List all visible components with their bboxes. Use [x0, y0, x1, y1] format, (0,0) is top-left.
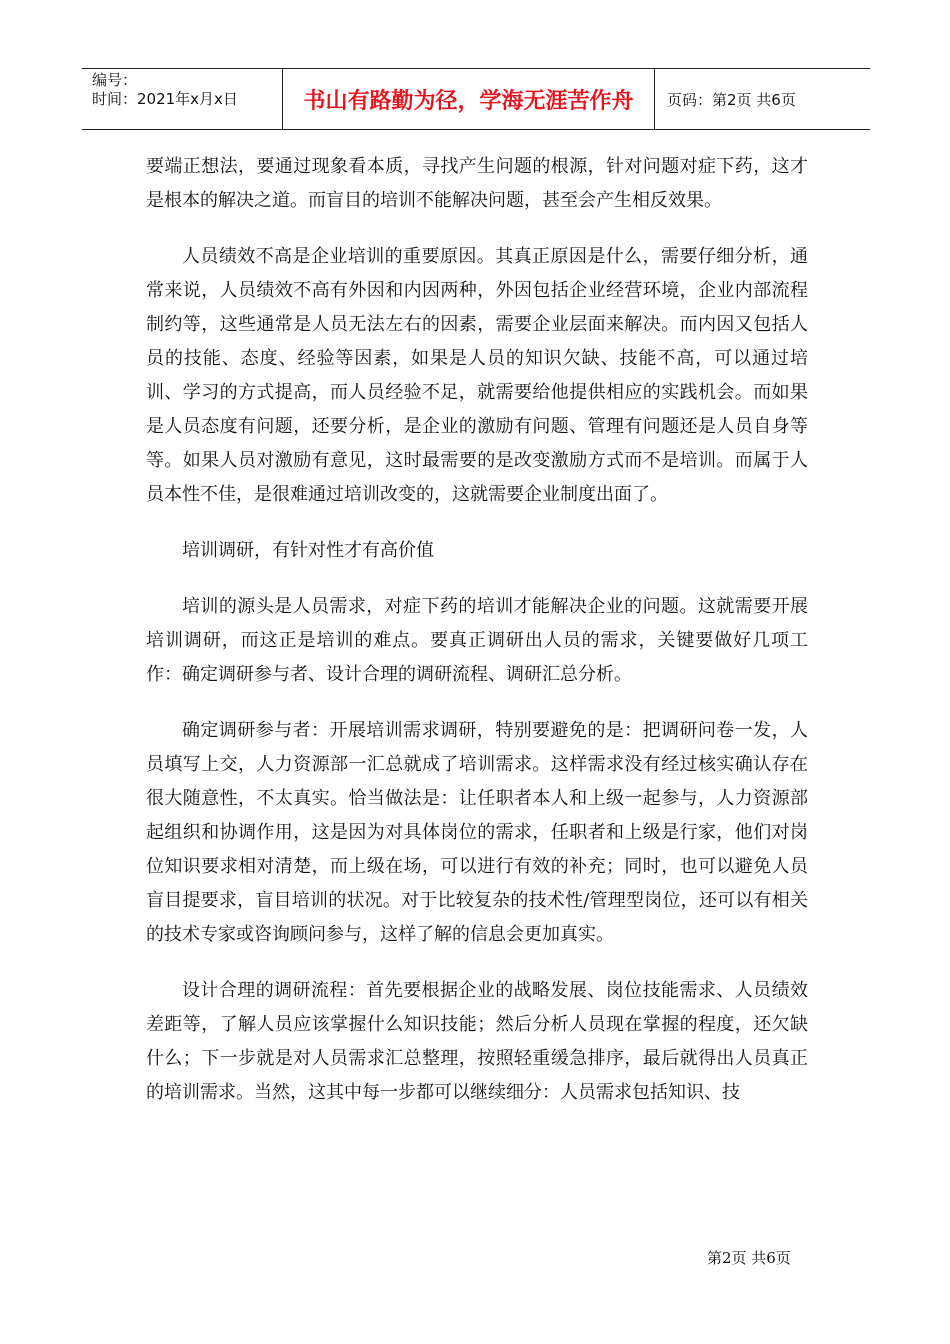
paragraph: 确定调研参与者：开展培训需求调研，特别要避免的是：把调研问卷一发，人员填写上交，人力资源部一汇总就成了培训需求。这样需求没有经过核实确认存在很大随意性，不太真实。恰当做法是：让任职者本人和上级一起参与，人力资源部起组织和协调作用，这是因为对具体岗位的需求，任职者和上级是行家，他们对岗位知识要求相对清楚，而上级在场，可以进行有效的补充；同时，也可以避免人员盲目提要求，盲目培训的状况。对于比较复杂的技术性/管理型岗位，还可以有相关的技术专家或咨询顾问参与，这样了解的信息会更加真实。 — [146, 720, 808, 945]
section-heading: 培训调研，有针对性才有高价值 — [182, 540, 434, 561]
paragraph: 人员绩效不高是企业培训的重要原因。其真正原因是什么，需要仔细分析，通常来说，人员绩效不高有外因和内因两种，外因包括企业经营环境，企业内部流程制约等，这些通常是人员无法左右的因素，需要企业层面来解决。而内因又包括人员的技能、态度、经验等因素，如果是人员的知识欠缺、技能不高，可以通过培训、学习的方式提高，而人员经验不足，就需要给他提供相应的实践机会。而如果是人员态度有问题，还要分析，是企业的激励有问题、管理有问题还是人员自身等等。如果人员对激励有意见，这时最需要的是改变激励方式而不是培训。而属于人员本性不佳，是很难通过培训改变的，这就需要企业制度出面了。 — [146, 246, 808, 505]
doc-time: 时间：2021年x月x日 — [92, 90, 238, 108]
header-page-code: 页码：第2页 共6页 — [667, 90, 796, 109]
document-body — [146, 150, 808, 1132]
paragraph: 设计合理的调研流程：首先要根据企业的战略发展、岗位技能需求、人员绩效差距等，了解人员应该掌握什么知识技能；然后分析人员现在掌握的程度，还欠缺什么；下一步就是对人员需求汇总整理，按照轻重缓急排序，最后就得出人员真正的培训需求。当然，这其中每一步都可以继续细分：人员需求包括知识、技 — [146, 980, 808, 1103]
page-header — [82, 68, 870, 130]
paragraph: 培训的源头是人员需求，对症下药的培训才能解决企业的问题。这就需要开展培训调研，而这正是培训的难点。要真正调研出人员的需求，关键要做好几项工作：确定调研参与者、设计合理的调研流程、调研汇总分析。 — [146, 596, 808, 685]
doc-number-label: 编号： — [92, 71, 138, 89]
paragraph-continuation: 要端正想法，要通过现象看本质，寻找产生问题的根源，针对问题对症下药，这才是根本的解决之道。而盲目的培训不能解决问题，甚至会产生相反效果。 — [146, 156, 808, 211]
page-footer: 第2页 共6页 — [707, 1249, 791, 1267]
header-motto: 书山有路勤为径，学海无涯苦作舟 — [283, 69, 655, 129]
header-meta-cell — [82, 69, 283, 129]
